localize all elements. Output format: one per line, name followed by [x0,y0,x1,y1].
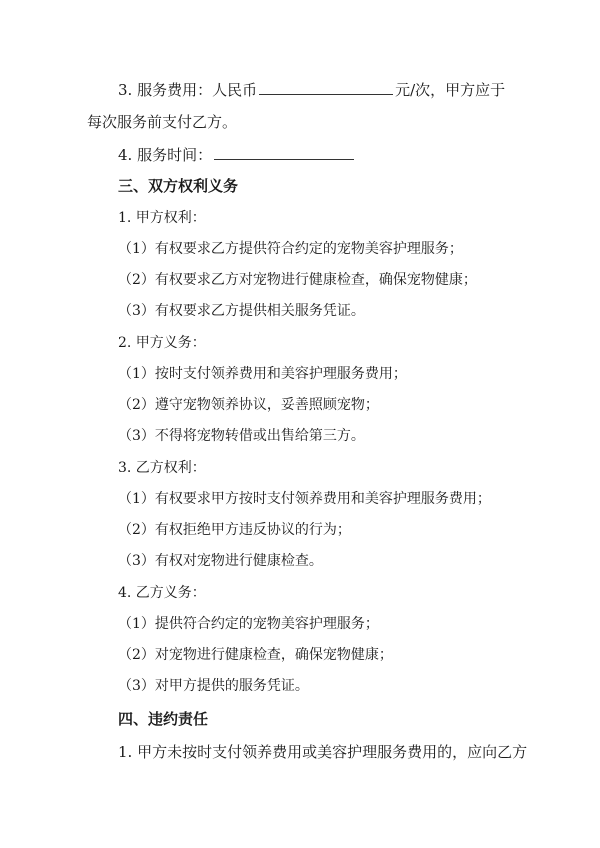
breach-clause-line: 1. 甲方未按时支付领养费用或美容护理服务费用的，应向乙方 [118,743,528,761]
time-blank-line [214,145,354,160]
list-item: （1）有权要求甲方按时支付领养费用和美容护理服务费用； [118,491,491,507]
group-title: 1. 甲方权利： [118,210,206,226]
list-item: （3）有权要求乙方提供相关服务凭证。 [118,303,365,319]
group-title: 2. 甲方义务： [118,335,206,351]
clause-label: 服务时间： [137,146,213,164]
list-item: （1）提供符合约定的宠物美容护理服务； [118,616,379,632]
clause-service-time [118,145,356,165]
clause-service-fee-continued: 每次服务前支付乙方。 [87,113,238,131]
group-title: 4. 乙方义务： [118,585,206,601]
clause-number: 4. [118,146,133,164]
fee-blank-line [259,80,393,95]
list-item: （2）有权要求乙方对宠物进行健康检查，确保宠物健康； [118,272,477,288]
list-item: （2）遵守宠物领养协议，妥善照顾宠物； [118,397,379,413]
group-title: 3. 乙方权利： [118,460,206,476]
list-item: （2）对宠物进行健康检查，确保宠物健康； [118,647,393,663]
list-item: （2）有权拒绝甲方违反协议的行为； [118,522,351,538]
section-heading-rights-obligations: 三、双方权利义务 [118,177,239,195]
list-item: （1）按时支付领养费用和美容护理服务费用； [118,366,407,382]
list-item: （1）有权要求乙方提供符合约定的宠物美容护理服务； [118,241,463,257]
list-item: （3）不得将宠物转借或出售给第三方。 [118,428,365,444]
section-heading-breach: 四、违约责任 [118,710,209,728]
list-item: （3）对甲方提供的服务凭证。 [118,678,309,694]
clause-suffix: 元/次，甲方应于 [395,81,506,99]
clause-label: 服务费用：人民币 [137,81,258,99]
clause-service-fee [118,80,505,100]
clause-number: 3. [118,81,133,99]
list-item: （3）有权对宠物进行健康检查。 [118,553,323,569]
